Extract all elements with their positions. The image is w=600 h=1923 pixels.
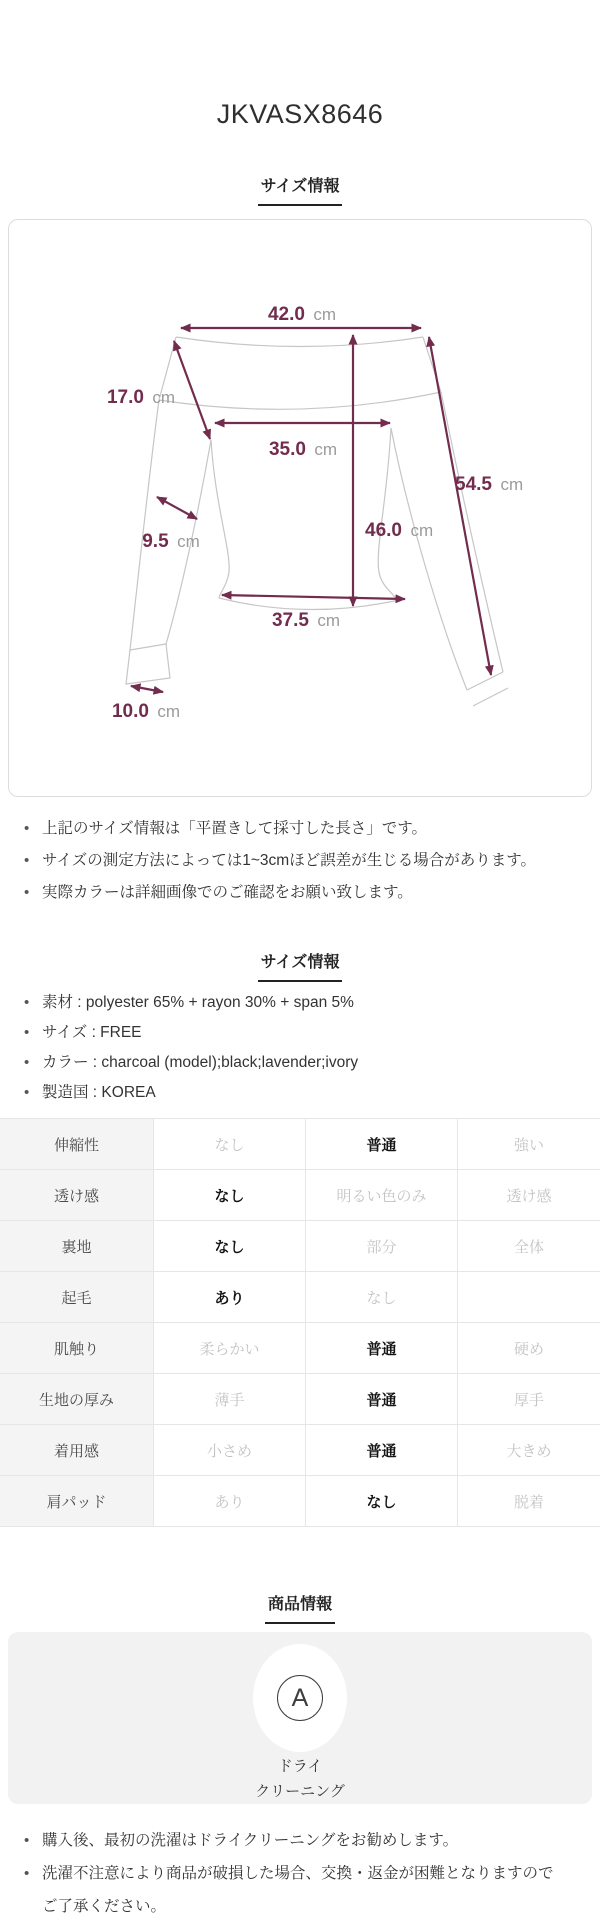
option-cell: 部分 (305, 1221, 457, 1271)
page-title: JKVASX8646 (216, 99, 384, 129)
detail-size: • サイズ : FREE (0, 1018, 600, 1048)
option-cell: なし (305, 1272, 457, 1322)
detail-material: • 素材 : polyester 65% + rayon 30% + span 5% (0, 988, 600, 1018)
care-note: • 購入後、最初の洗濯はドライクリーニングをお勧めします。 (0, 1824, 600, 1857)
option-cell: 薄手 (153, 1374, 305, 1424)
arrow-hem (222, 595, 405, 599)
option-cell (457, 1272, 600, 1322)
option-cell: 大きめ (457, 1425, 600, 1475)
care-note: • 洗濯不注意により商品が破損した場合、交換・返金が困難となりますのでご了承ください。 (0, 1857, 600, 1923)
label-top-width: 42.0 cm (267, 304, 337, 325)
row-label: 着用感 (0, 1425, 153, 1475)
table-row (0, 1322, 600, 1373)
option-cell: 透け感 (457, 1170, 600, 1220)
arrow-sleeve-length (429, 337, 491, 675)
option-cell-selected: 普通 (305, 1374, 457, 1424)
option-cell-selected: なし (153, 1221, 305, 1271)
care-label-line2: クリーニング (255, 1783, 345, 1800)
care-symbol-badge (253, 1644, 347, 1752)
table-row (0, 1424, 600, 1475)
section-heading-label: サイズ情報 (258, 177, 343, 206)
care-label-line1: ドライ (277, 1758, 323, 1775)
label-hem: 37.5 cm (271, 610, 341, 631)
option-cell-selected: 普通 (305, 1425, 457, 1475)
label-sleeve-length: 54.5 cm (455, 474, 524, 495)
detail-country: • 製造国 : KOREA (0, 1078, 600, 1108)
size-diagram-panel (8, 219, 592, 797)
size-diagram (9, 220, 591, 796)
option-cell: 脱着 (457, 1476, 600, 1526)
table-row (0, 1220, 600, 1271)
option-cell: 小さめ (153, 1425, 305, 1475)
row-label: 起毛 (0, 1272, 153, 1322)
table-row (0, 1169, 600, 1220)
section-heading-label: 商品情報 (265, 1595, 335, 1624)
label-shoulder: 17.0 cm (106, 387, 176, 408)
care-instruction-panel (8, 1632, 592, 1804)
section-heading-product-info (0, 1595, 600, 1624)
row-label: 肌触り (0, 1323, 153, 1373)
label-cuff: 10.0 cm (111, 701, 181, 722)
option-cell: あり (153, 1476, 305, 1526)
row-label: 生地の厚み (0, 1374, 153, 1424)
option-cell: 全体 (457, 1221, 600, 1271)
option-cell: 硬め (457, 1323, 600, 1373)
option-cell-selected: なし (305, 1476, 457, 1526)
care-label (8, 1754, 592, 1804)
table-row (0, 1373, 600, 1424)
label-bust: 35.0 cm (268, 439, 338, 460)
measurement-arrows (131, 328, 491, 692)
arrow-shoulder (174, 341, 210, 439)
spec-table (0, 1118, 600, 1527)
section-heading-size-info (0, 953, 600, 982)
option-cell-selected: あり (153, 1272, 305, 1322)
table-row (0, 1475, 600, 1526)
product-details-list (0, 988, 600, 1108)
size-notes-list (0, 813, 600, 909)
option-cell-selected: 普通 (305, 1119, 457, 1169)
section-heading-label: サイズ情報 (258, 953, 343, 982)
size-note: • サイズの測定方法によっては1~3cmほど誤差が生じる場合があります。 (0, 845, 600, 877)
dry-cleaning-icon: A (277, 1675, 323, 1721)
option-cell: なし (153, 1119, 305, 1169)
row-label: 透け感 (0, 1170, 153, 1220)
arrow-cuff (131, 686, 163, 692)
option-cell-selected: なし (153, 1170, 305, 1220)
care-notes-list (0, 1824, 600, 1923)
table-row (0, 1271, 600, 1322)
section-heading-size-diagram (0, 177, 600, 206)
row-label: 肩パッド (0, 1476, 153, 1526)
row-label: 伸縮性 (0, 1119, 153, 1169)
arrow-sleeve-width (157, 497, 197, 519)
garment-outline (126, 337, 508, 706)
detail-color: • カラー : charcoal (model);black;lavender;ivory (0, 1048, 600, 1078)
size-note: • 上記のサイズ情報は「平置きして採寸した長さ」です。 (0, 813, 600, 845)
label-length: 46.0 cm (365, 520, 434, 541)
option-cell: 厚手 (457, 1374, 600, 1424)
label-sleeve-width: 9.5 cm (142, 531, 200, 552)
option-cell-selected: 普通 (305, 1323, 457, 1373)
option-cell: 柔らかい (153, 1323, 305, 1373)
option-cell: 明るい色のみ (305, 1170, 457, 1220)
row-label: 裏地 (0, 1221, 153, 1271)
table-row (0, 1119, 600, 1169)
size-note: • 実際カラーは詳細画像でのご確認をお願い致します。 (0, 877, 600, 909)
option-cell: 強い (457, 1119, 600, 1169)
